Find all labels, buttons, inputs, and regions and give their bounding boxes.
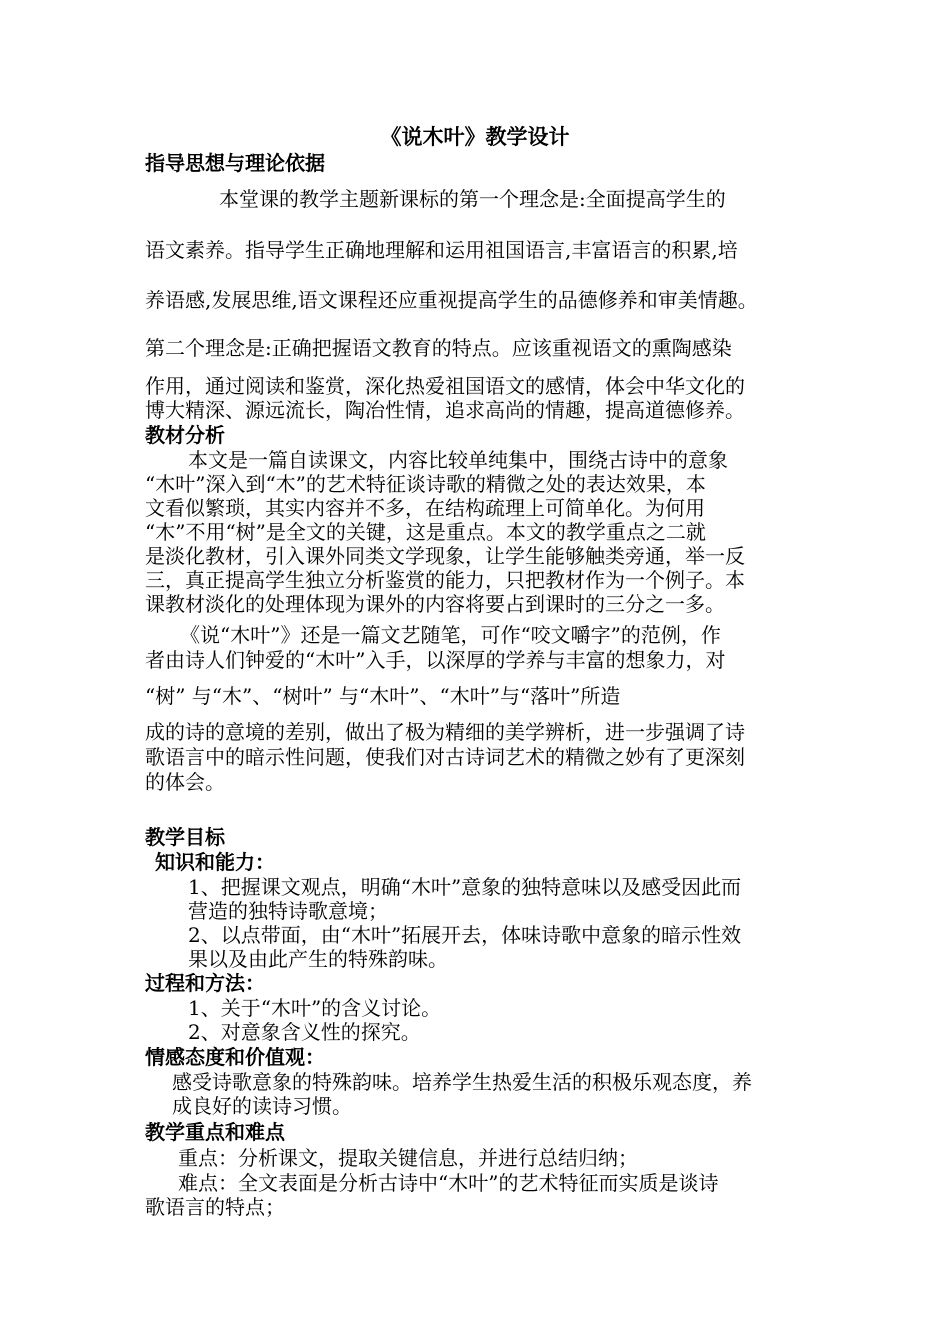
list-item: 1、关于“木叶”的含义讨论。	[188, 996, 442, 1020]
subheading-process-method: 过程和方法：	[145, 971, 265, 995]
section-heading-key-difficult-points: 教学重点和难点	[145, 1120, 285, 1144]
paragraph-line: 语文素养。指导学生正确地理解和运用祖国语言,丰富语言的积累,培	[145, 238, 738, 262]
paragraph-line: 的体会。	[145, 770, 225, 794]
paragraph-line: 课教材淡化的处理体现为课外的内容将要占到课时的三分之一多。	[145, 592, 725, 616]
paragraph-line: 者由诗人们钟爱的“木叶”入手，以深厚的学养与丰富的想象力，对	[145, 648, 726, 672]
paragraph-line: 成的诗的意境的差别，做出了极为精细的美学辨析，进一步强调了诗	[145, 720, 745, 744]
paragraph-line: “树” 与“木”、“树叶” 与“木叶”、“木叶”与“落叶”所造	[145, 684, 621, 708]
list-item: 1、把握课文观点，明确“木叶”意象的独特意味以及感受因此而	[188, 875, 742, 899]
section-heading-guiding-thought: 指导思想与理论依据	[145, 151, 325, 175]
list-item: 果以及由此产生的特殊韵味。	[188, 947, 448, 971]
paragraph-line: 博大精深、源远流长，陶冶性情，追求高尚的情趣，提高道德修养。	[145, 398, 745, 422]
paragraph-line: 成良好的读诗习惯。	[172, 1094, 352, 1118]
paragraph-line: 养语感,发展思维,语文课程还应重视提高学生的品德修养和审美情趣。	[145, 288, 758, 312]
list-item: 2、对意象含义性的探究。	[188, 1020, 421, 1044]
paragraph-line: 歌语言的特点；	[145, 1195, 285, 1219]
paragraph-line: 本文是一篇自读课文，内容比较单纯集中，围绕古诗中的意象	[188, 448, 728, 472]
list-item: 营造的独特诗歌意境；	[188, 899, 388, 923]
subheading-attitude-values: 情感态度和价值观：	[145, 1045, 325, 1069]
paragraph-line: 三，真正提高学生独立分析鉴赏的能力，只把教材作为一个例子。本	[145, 568, 745, 592]
subheading-knowledge-ability: 知识和能力：	[155, 850, 275, 874]
paragraph-line: 歌语言中的暗示性问题，使我们对古诗词艺术的精微之妙有了更深刻	[145, 745, 745, 769]
paragraph-line: 感受诗歌意象的特殊韵味。培养学生热爱生活的积极乐观态度，养	[172, 1070, 752, 1094]
paragraph-line: 重点：分析课文，提取关键信息，并进行总结归纳；	[178, 1146, 638, 1170]
paragraph-line: 作用，通过阅读和鉴赏，深化热爱祖国语文的感情，体会中华文化的	[145, 374, 745, 398]
paragraph-line: 难点：全文表面是分析古诗中“木叶”的艺术特征而实质是谈诗	[178, 1171, 719, 1195]
paragraph-line: 是淡化教材，引入课外同类文学现象，让学生能够触类旁通，举一反	[145, 544, 745, 568]
section-heading-teaching-goals: 教学目标	[145, 825, 225, 849]
paragraph-line: “木叶”深入到“木”的艺术特征谈诗歌的精微之处的表达效果，本	[145, 472, 706, 496]
paragraph-line: 文看似繁琐，其实内容并不多，在结构疏理上可简单化。为何用	[145, 496, 705, 520]
list-item: 2、以点带面，由“木叶”拓展开去，体味诗歌中意象的暗示性效	[188, 923, 742, 947]
paragraph-line: 本堂课的教学主题新课标的第一个理念是:全面提高学生的	[219, 187, 726, 211]
paragraph-line: “木”不用“树”是全文的关键，这是重点。本文的教学重点之二就	[145, 520, 706, 544]
section-heading-material-analysis: 教材分析	[145, 423, 225, 447]
document-title: 《说木叶》教学设计	[380, 124, 570, 149]
paragraph-line: 第二个理念是:正确把握语文教育的特点。应该重视语文的熏陶感染	[145, 336, 732, 360]
paragraph-line: 《说“木叶”》还是一篇文艺随笔，可作“咬文嚼字”的范例，作	[180, 623, 721, 647]
